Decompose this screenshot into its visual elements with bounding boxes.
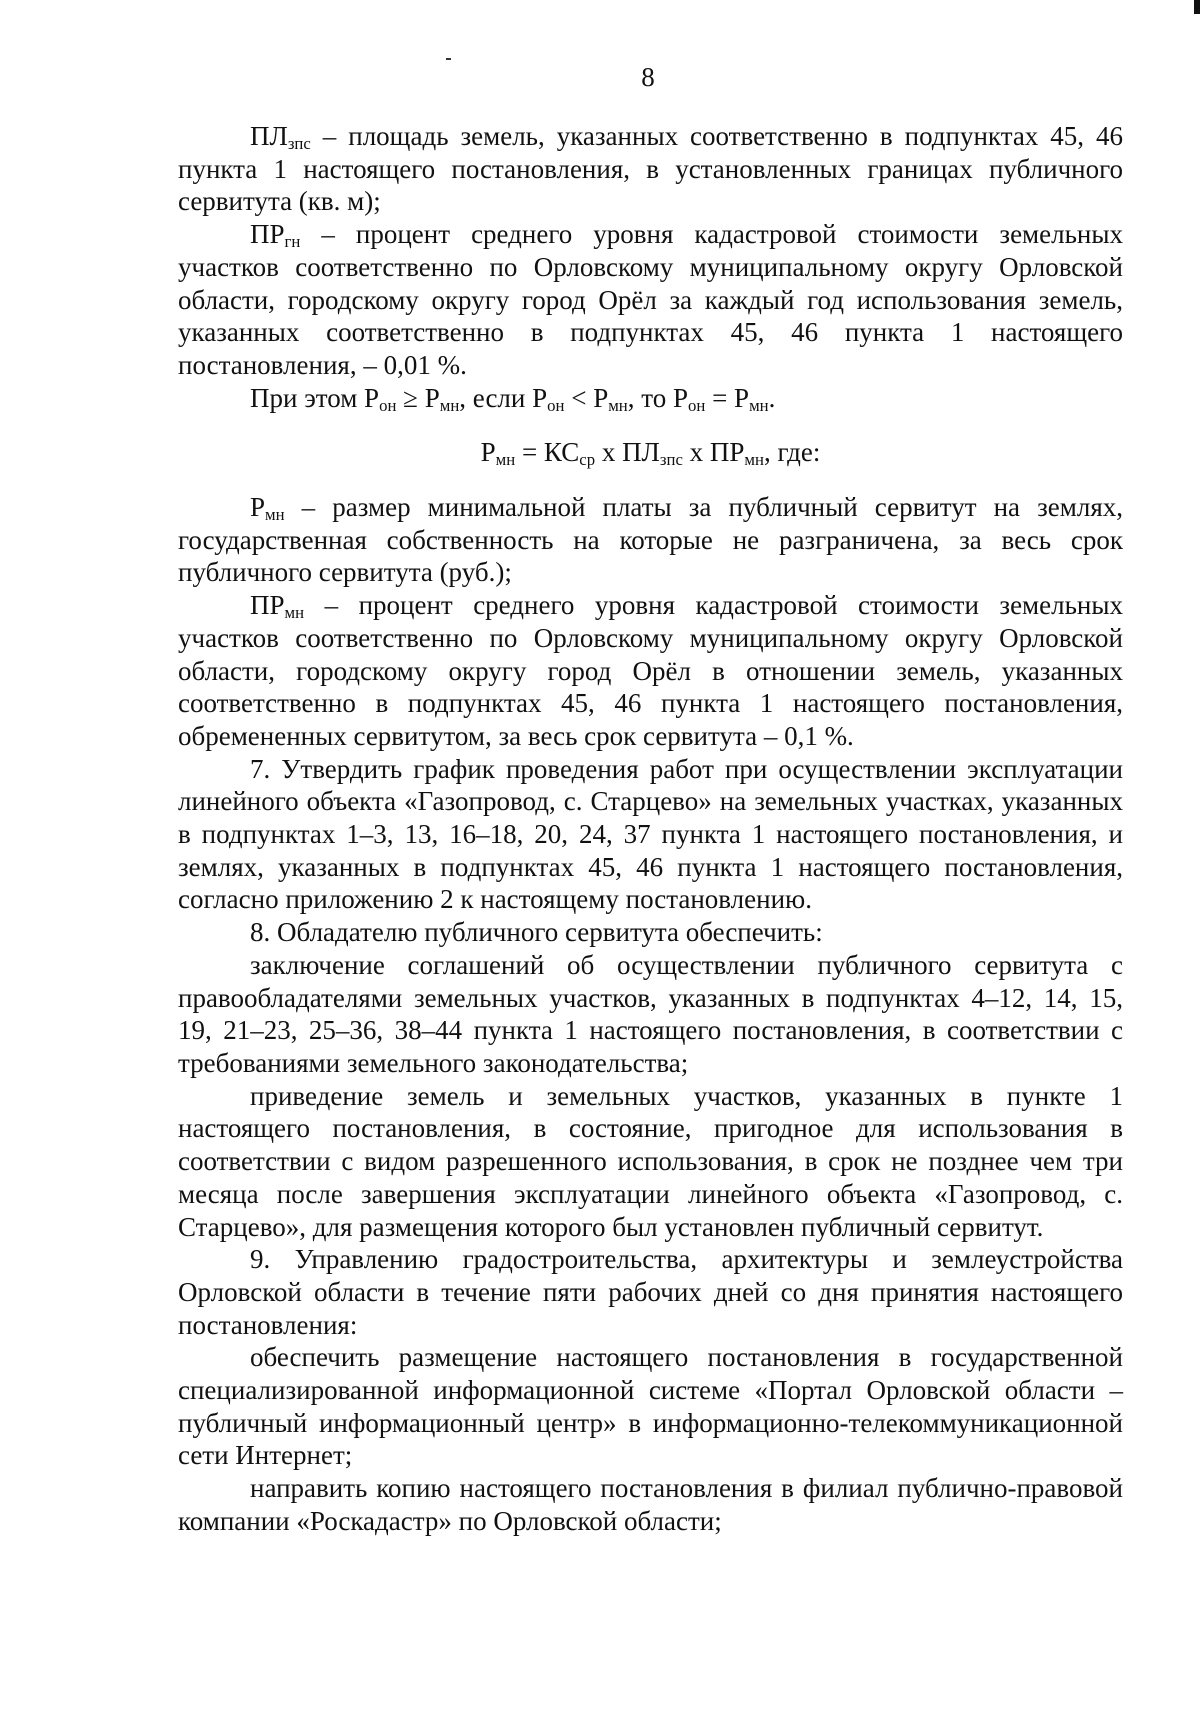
paragraph-agreements: заключение соглашений об осуществлении публичного сервитута с правообладателями земельных участков, указанных в подпунктах 4–12, 14, 15, 19, 21–23, 25–36, 38–44 пункта 1 настоящего постановления, в соответствии с требованиями земельного законодательства;: [178, 949, 1123, 1078]
scan-corner-mark: [1194, 0, 1200, 14]
scan-dash-mark: [446, 58, 451, 60]
page-number: 8: [641, 62, 655, 92]
document-body: [178, 120, 1123, 1538]
paragraph-item-9: 9. Управлению градостроительства, архитектуры и землеустройства Орловской области в течение пяти рабочих дней со дня принятия настоящего постановления:: [178, 1244, 1123, 1340]
paragraph-prmn: $ПР_{мн}$ – процент среднего уровня кадастровой стоимости земельных участков соответственно по Орловскому муниципальному округу Орловской области, городскому округу город Орёл в отношении земель, указанных соответственно в подпунктах 45, 46 пункта 1 настоящего постановления, обремененных сервитутом, за весь срок сервитута – 0,1 %.: [178, 590, 1123, 751]
paragraph-item-7: 7. Утвердить график проведения работ при осуществлении эксплуатации линейного объекта «Газопровод, с. Старцево» на земельных участках, указанных в подпунктах 1–3, 13, 16–18, 20, 24, 37 пункта 1 настоящего постановления, и землях, указанных в подпунктах 45, 46 пункта 1 настоящего постановления, согласно приложению 2 к настоящему постановлению.: [178, 753, 1123, 915]
paragraph-plzps: $ПЛ_{зпс}$ – площадь земель, указанных соответственно в подпунктах 45, 46 пункта 1 настоящего постановления, в установленных границах публичного сервитута (кв. м);: [178, 121, 1123, 217]
paragraph-restoration: приведение земель и земельных участков, указанных в пункте 1 настоящего постановления, в состояние, пригодное для использования в соответствии с видом разрешенного использования, в срок не позднее чем три месяца после завершения эксплуатации линейного объекта «Газопровод, с. Старцево», для размещения которого был установлен публичный сервитут.: [178, 1080, 1123, 1242]
paragraph-publication: обеспечить размещение настоящего постановления в государственной специализированной информационной системе «Портал Орловской области – публичный информационный центр» в информационно-телекоммуникационной сети Интернет;: [178, 1342, 1123, 1471]
paragraph-item-8: 8. Обладателю публичного сервитута обеспечить:: [250, 917, 823, 948]
paragraph-copy: направить копию настоящего постановления в филиал публично-правовой компании «Роскадастр» по Орловской области;: [178, 1473, 1123, 1536]
paragraph-condition: При этом $Р_{он} \ge Р_{мн}$, если $Р_{он} < Р_{мн}$, то $Р_{он} = Р_{мн}$.: [250, 382, 776, 415]
formula-rmn: $Р_{мн} = КС_{ср}$ х $ПЛ_{зпс}$ х $ПР_{мн}$, где:: [480, 437, 821, 470]
paragraph-prgn: $ПР_{гн}$ – процент среднего уровня кадастровой стоимости земельных участков соответственно по Орловскому муниципальному округу Орловской области, городскому округу город Орёл за каждый год использования земель, указанных соответственно в подпунктах 45, 46 пункта 1 настоящего постановления, – 0,01 %.: [178, 219, 1123, 380]
paragraph-rmn: $Р_{мн}$ – размер минимальной платы за публичный сервитут на землях, государственная собственность на которые не разграничена, за весь срок публичного сервитута (руб.);: [178, 492, 1123, 588]
